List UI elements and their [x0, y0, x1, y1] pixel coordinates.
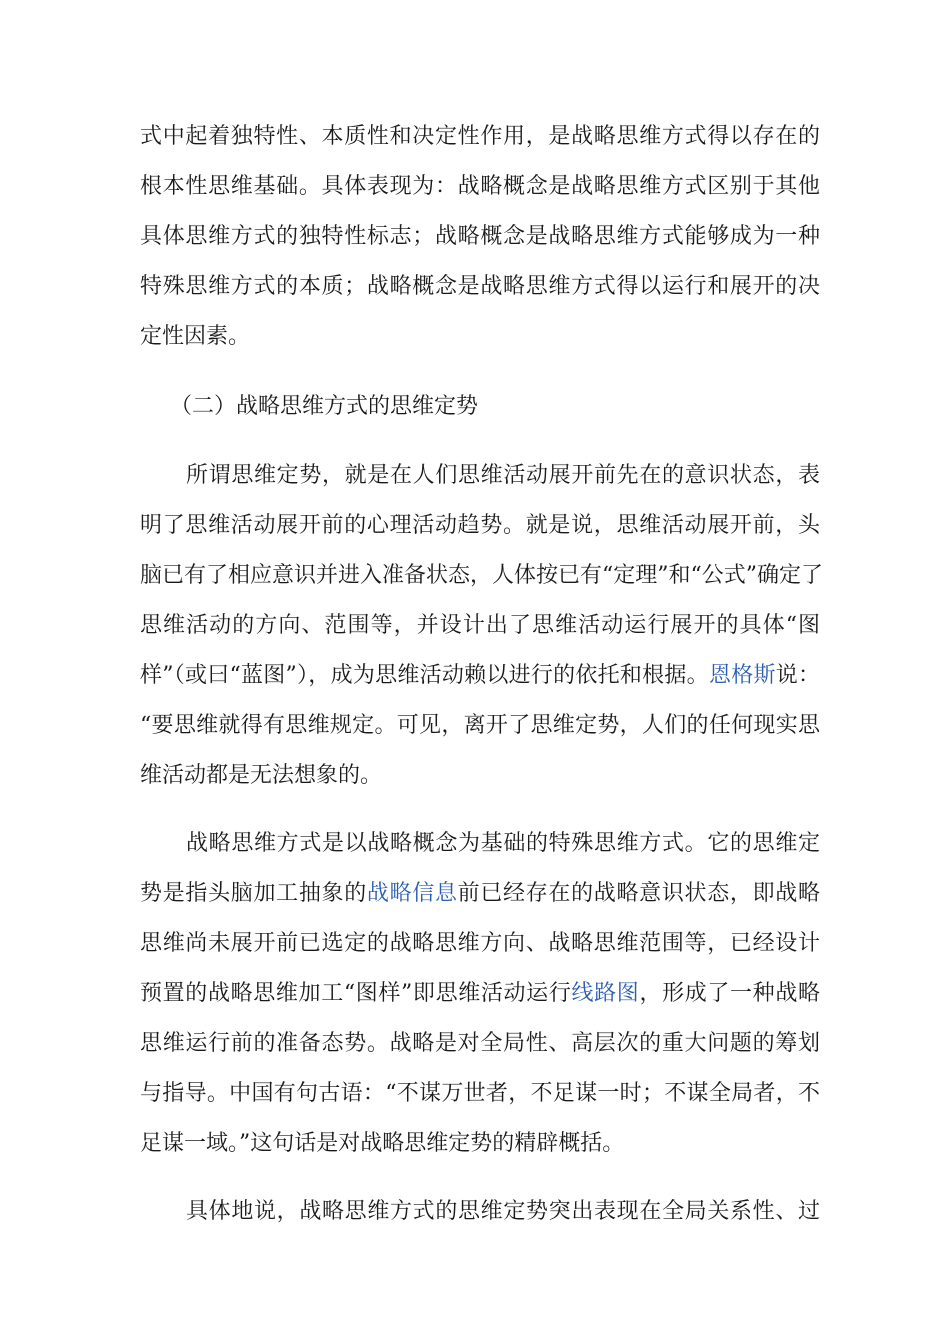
text-line: 战略思维方式是以战略概念为基础的特殊思维方式。它的思维定 [186, 831, 820, 856]
text-segment: 势是指头脑加工抽象的 [140, 881, 367, 906]
text-line: 具体地说，战略思维方式的思维定势突出表现在全局关系性、过 [186, 1199, 820, 1224]
text-segment: 样”（或曰“蓝图”），成为思维活动赖以进行的依托和根据。 [140, 663, 709, 688]
text-line: 思维活动的方向、范围等，并设计出了思维活动运行展开的具体“图 [140, 613, 820, 638]
text-segment: ，形成了一种战略 [639, 981, 820, 1006]
text-line [140, 979, 820, 1009]
text-line: 具体思维方式的独特性标志；战略概念是战略思维方式能够成为一种 [140, 224, 820, 249]
text-line [140, 661, 820, 691]
text-line: 根本性思维基础。具体表现为：战略概念是战略思维方式区别于其他 [140, 174, 820, 199]
text-line: 维活动都是无法想象的。 [140, 763, 383, 788]
link-route-map[interactable]: 线路图 [571, 981, 640, 1006]
text-line: “要思维就得有思维规定。可见，离开了思维定势，人们的任何现实思 [140, 713, 820, 738]
text-line: 思维运行前的准备态势。战略是对全局性、高层次的重大问题的筹划 [140, 1031, 820, 1056]
text-segment: 前已经存在的战略意识状态，即战略 [457, 881, 820, 906]
text-line [140, 879, 820, 909]
text-line: 所谓思维定势，就是在人们思维活动展开前先在的意识状态，表 [186, 463, 820, 488]
text-line: 足谋一域。”这句话是对战略思维定势的精辟概括。 [140, 1131, 625, 1156]
text-line: 定性因素。 [140, 324, 251, 349]
text-segment: 说： [775, 663, 820, 688]
text-line: 明了思维活动展开前的心理活动趋势。就是说，思维活动展开前，头 [140, 513, 820, 538]
section-heading: （二）战略思维方式的思维定势 [170, 394, 479, 419]
link-strategic-information[interactable]: 战略信息 [366, 881, 458, 906]
text-line: 式中起着独特性、本质性和决定性作用，是战略思维方式得以存在的 [140, 124, 820, 149]
link-engels[interactable]: 恩格斯 [708, 663, 776, 688]
text-segment: 预置的战略思维加工“图样”即思维活动运行 [140, 981, 572, 1006]
text-line: 脑已有了相应意识并进入准备状态，人体按已有“定理”和“公式”确定了 [140, 563, 823, 588]
text-line: 特殊思维方式的本质；战略概念是战略思维方式得以运行和展开的决 [140, 274, 820, 299]
text-line: 思维尚未展开前已选定的战略思维方向、战略思维范围等，已经设计 [140, 931, 820, 956]
text-line: 与指导。中国有句古语：“不谋万世者，不足谋一时；不谋全局者，不 [140, 1081, 820, 1106]
